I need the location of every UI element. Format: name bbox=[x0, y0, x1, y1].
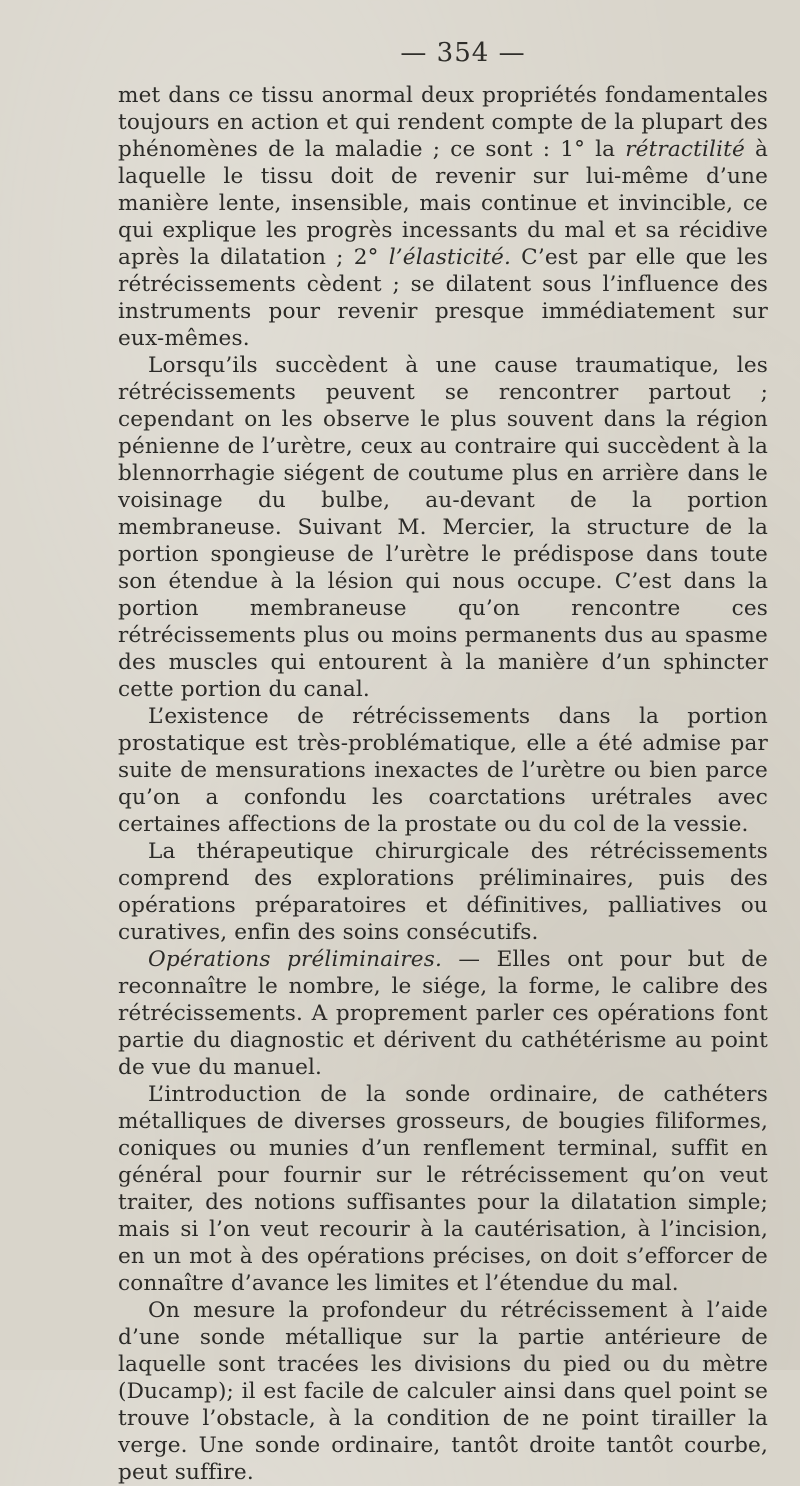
paragraph-continuation bbox=[118, 82, 768, 352]
italic-term-elasticite: l’élasticité. bbox=[388, 245, 511, 270]
book-page bbox=[118, 38, 768, 1486]
text-run: met dans ce tissu anormal deux propriétés fondamentales toujours en action et qui rendent compte de la plupart des phénomènes de la maladie ; ce sont : 1° la bbox=[118, 83, 768, 162]
paragraph-prostatic bbox=[118, 703, 768, 838]
paragraph-therapeutics bbox=[118, 838, 768, 946]
text-run: L’existence de rétrécissements dans la portion prostatique est très-problématique, elle a été admise par suite de mensurations inexactes de l’urètre ou bien parce qu’on a confondu les coarctations urétrales avec certaines affections de la prostate ou du col de la vessie. bbox=[118, 704, 768, 837]
text-run: — Elles ont pour but de reconnaître le nombre, le siége, la forme, le calibre des rétrécissements. A proprement parler ces opérations font partie du diagnostic et dérivent du cathétérisme au point de vue du manuel. bbox=[118, 947, 768, 1080]
paragraph-probe-introduction bbox=[118, 1081, 768, 1297]
text-run: Lorsqu’ils succèdent à une cause traumatique, les rétrécissements peuvent se rencontrer partout ; cependant on les observe le plus souvent dans la région pénienne de l’urètre, ceux au contraire qui succèdent à la blennorrhagie siégent de coutume plus en arrière dans le voisinage du bulbe, au-devant de la portion membraneuse. Suivant M. Mercier, la structure de la portion spongieuse de l’urètre le prédispose dans toute son étendue à la lésion qui nous occupe. C’est dans la portion membraneuse qu’on rencontre ces rétrécissements plus ou moins permanents dus au spasme des muscles qui entourent à la manière d’un sphincter cette portion du canal. bbox=[118, 353, 768, 702]
italic-term-retractilite: rétractilité bbox=[625, 137, 745, 162]
page-number: — 354 — bbox=[400, 38, 526, 68]
paragraph-location bbox=[118, 352, 768, 703]
text-run: L’introduction de la sonde ordinaire, de cathéters métalliques de diverses grosseurs, de bougies filiformes, coniques ou munies d’un renflement terminal, suffit en général pour fournir sur le rétrécissement qu’on veut traiter, des notions suffisantes pour la dilatation simple; mais si l’on veut recourir à la cautérisation, à l’incision, en un mot à des opérations précises, on doit s’efforcer de connaître d’avance les limites et l’étendue du mal. bbox=[118, 1082, 768, 1296]
text-run: à laquelle le tissu doit de revenir sur lui-même d’une manière lente, insensible, mais continue et invincible, ce qui explique les progrès incessants du mal et sa récidive après la dilatation ; 2° bbox=[118, 137, 768, 270]
text-run: La thérapeutique chirurgicale des rétrécissements comprend des explorations préliminaires, puis des opérations préparatoires et définitives, palliatives ou curatives, enfin des soins consécutifs. bbox=[118, 839, 768, 945]
text-run: C’est par elle que les rétrécissements cèdent ; se dilatent sous l’influence des instruments pour revenir presque immédiatement sur eux-mêmes. bbox=[118, 245, 768, 351]
section-heading-italic: Opérations préliminaires. bbox=[148, 947, 442, 972]
paragraph-depth-measurement bbox=[118, 1297, 768, 1486]
paragraph-preliminary-operations bbox=[118, 946, 768, 1081]
text-run: On mesure la profondeur du rétrécissement à l’aide d’une sonde métallique sur la partie antérieure de laquelle sont tracées les divisions du pied ou du mètre (Ducamp); il est facile de calculer ainsi dans quel point se trouve l’obstacle, à la condition de ne point tirailler la verge. Une sonde ordinaire, tantôt droite tantôt courbe, peut suffire. bbox=[118, 1298, 768, 1485]
